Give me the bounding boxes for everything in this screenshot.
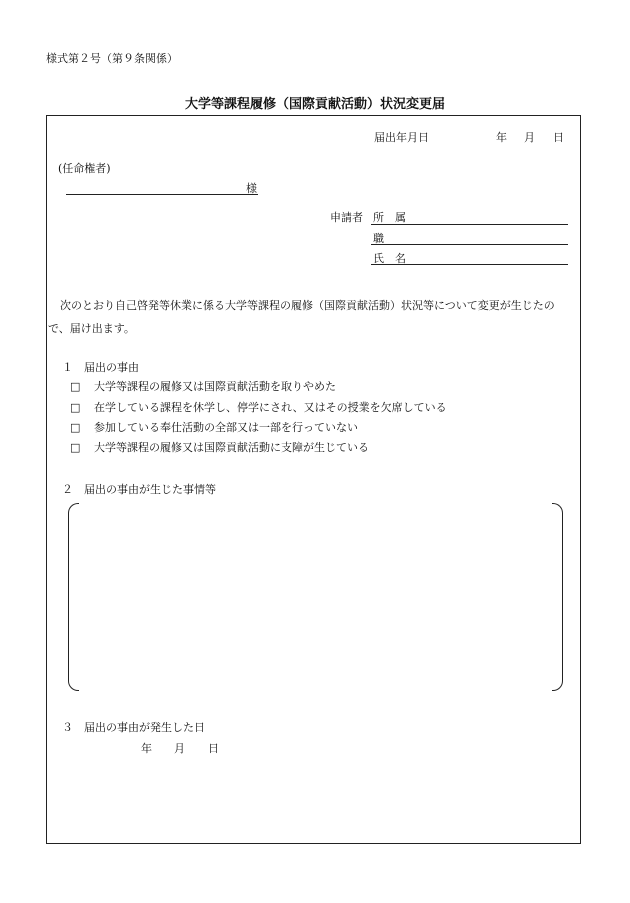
section2-heading: ２ 届出の事由が生じた事情等 — [62, 483, 216, 496]
name-line — [371, 264, 568, 265]
position-line — [371, 244, 568, 245]
checkbox-label: 在学している課程を休学し、停学にされ、又はその授業を欠席している — [94, 401, 447, 414]
checkbox-label: 大学等課程の履修又は国際貢献活動を取りやめた — [94, 380, 336, 393]
body-text-line-2: で、届け出ます。 — [48, 322, 135, 335]
checkbox-icon[interactable]: □ — [70, 401, 81, 414]
section1-heading: １ 届出の事由 — [62, 361, 139, 374]
occurrence-month: 月 — [174, 742, 185, 755]
appointer-name-line — [66, 194, 258, 195]
appointer-label: (任命権者) — [58, 162, 111, 175]
form-number: 様式第２号（第９条関係） — [46, 52, 178, 65]
checkbox-item-4[interactable] — [70, 439, 369, 455]
document-title: 大学等課程履修（国際貢献活動）状況変更届 — [184, 97, 445, 112]
applicant-label: 申請者 — [330, 211, 363, 224]
affiliation-line — [371, 224, 568, 225]
date-day: 日 — [553, 131, 564, 144]
date-month: 月 — [524, 131, 535, 144]
date-label: 届出年月日 — [374, 131, 429, 144]
right-bracket — [552, 503, 563, 691]
left-bracket — [68, 503, 79, 691]
section3-heading: ３ 届出の事由が発生した日 — [62, 721, 205, 734]
checkbox-item-1[interactable] — [70, 378, 336, 394]
checkbox-label: 参加している奉仕活動の全部又は一部を行っていない — [94, 421, 358, 434]
occurrence-day: 日 — [208, 742, 219, 755]
body-text-line-1: 次のとおり自己啓発等休業に係る大学等課程の履修（国際貢献活動）状況等について変更が生じたの — [60, 299, 555, 312]
checkbox-icon[interactable]: □ — [70, 441, 81, 454]
checkbox-item-3[interactable] — [70, 419, 358, 435]
date-year: 年 — [496, 131, 507, 144]
name-label: 氏 名 — [373, 252, 406, 265]
checkbox-icon[interactable]: □ — [70, 421, 81, 434]
circumstances-area[interactable] — [80, 506, 550, 686]
checkbox-icon[interactable]: □ — [70, 380, 81, 393]
occurrence-year: 年 — [141, 742, 152, 755]
position-label: 職 — [373, 232, 384, 245]
checkbox-item-2[interactable] — [70, 399, 447, 415]
checkbox-label: 大学等課程の履修又は国際貢献活動に支障が生じている — [94, 441, 369, 454]
appointer-honorific: 様 — [246, 182, 257, 195]
affiliation-label: 所 属 — [373, 211, 406, 224]
